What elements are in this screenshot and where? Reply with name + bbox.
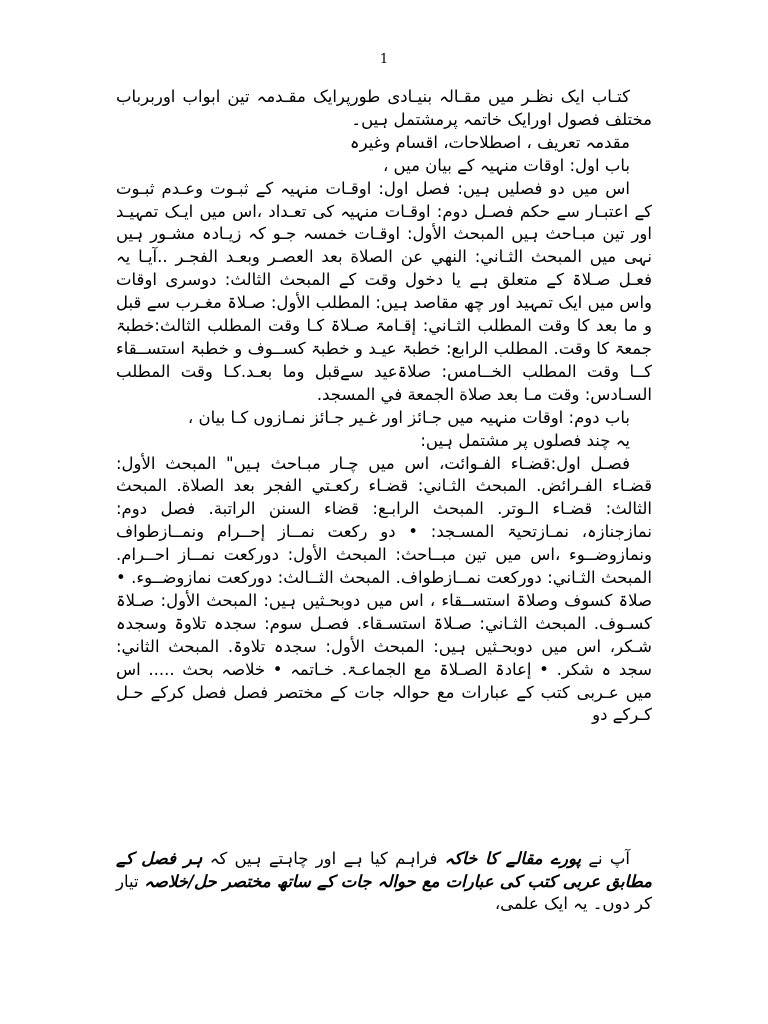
closing-paragraph [116, 848, 652, 916]
introduction-line: مقدمہ تعریف ، اصطلاحات، اقسام وغیرہ [349, 132, 630, 152]
chapter-two-heading: باب دوم: اوقات منہیہ میں جـائز اور غـیر جـائز نمـازوں کـا بیان ، [187, 407, 630, 427]
closing-emphasis-1: پورے مقالے کا خاکہ [444, 849, 582, 868]
page-number: 1 [379, 52, 389, 67]
closing-text-2: فراہم کیا ہے اور چاہتے ہیں کہ [202, 849, 445, 868]
closing-text-1: آپ نے [581, 849, 630, 868]
intro-paragraph: كتـاب ایک نظـر میں مقـالہ بنیـادی طورپرایک مقـدمہ تین ابواب اوربرباب مختلف فصول اورایک خاتمہ پرمشتمل ہیں۔ [116, 87, 652, 129]
chapter-two-content: فصـل اول:قضـاء الفـوائت، اس میں چـار مبـاحث ہیں" المبحث الأول: قضـاء الفـرائض. المبحث الثـاني: قضـاء ركعـتي الفجر بعد الصلاة. المبحث الثالث: قضـاء الـوتر. المبحث الرابـع: قضاء السنن الراتبة. فصل دوم: نمازجنازہ، نمـازتحیۃ المسـجد: • دو ركعت نمــاز إحــرام ونمــازطواف ونمازوضــوء ،اس میں تین مبــاحث: المبحث الأول: دورکعت نمــاز احــرام. المبحث الثـاني: دورکعت نمــازطواف. المبحث الثــالث: دورکعت نمازوضــوء. • صلاۃ کسوف وصلاۃ استســقاء ، اس میں دوبحـثیں ہیں: المبحث الأول: صـلاۃ کسـوف. المبحث الثـاني: صـلاۃ استسـقاء. فصـل سوم: سجدہ تلاوۃ وسجدہ شـکر، اس میں دوبحـثیں ہیں: المبحث الأول: سجدہ تلاوۃ. المبحث الثاني: سجد ہ شکر. • إعادۃ الصـلاۃ مع الجماعـۃ. خـاتمہ • خلاصہ بحث ..... اس میں عـربی کتب کے عبارات مع حوالہ جات کے مختصر فصل فصل کرکے حـل کـرکے دو [116, 453, 652, 725]
chapter-one-heading: باب اول: اوقات منہیہ کے بیان میں ، [382, 155, 630, 175]
chapter-two-subtitle: یہ چند فصلوں پر مشتمل ہیں: [420, 430, 630, 450]
chapter-one-content: اس میں دو فصلیں ہیں: فصل اول: اوقـات منہیہ کے ثبـوت وعـدم ثبـوت کے اعتبـار سے حکم فصـل دوم: اوقـات منہیہ کی تعـداد ،اس میں ایـک تمہیـد اور تین مبـاحث ہیں المبحث الأول: اوقـات خمسہ جـو کہ زیـادہ مشـور ہیں نہی میں المبحث الثـاني: النهي عن الصلاة بعد العصـر وبعـد الفجـر ..آیـا یہ فعـل صـلاۃ کے متعلق ہے یا دخول وقت کے المبحث الثالث: دوسری اوقات واس میں ایک تمہید اور چھ مقاصد ہیں: المطلب الأول: صـلاۃ مغـرب سے قبل و ما بعد کا وقت المطلب الثـاني: إقـامۃ صـلاۃ کـا وقت المطلب الثالث:خطبۃ جمعۃ کا وقت. المطلب الرابع: خطبۃ عیـد و خطبۃ کســوف و خطبۃ استســقاء کــا وقت المطلب الخــامس: صلاۃعید سےقبل وما بعـد.کـا وقت المطلب السـادس: وقت مـا بعد صلاة الجمعة في المسجد. [116, 178, 652, 404]
closing-emphasis-2: ہر فصل کے مطابق عربی کتب کی عبارات مع حوالہ جات کے ساتھ مختصر حل/خلاصہ [116, 849, 653, 891]
closing-text-3: تیار کر دوں۔ یہ ایک علمی، [116, 871, 652, 913]
document-body [116, 86, 652, 727]
closing-section [116, 848, 652, 916]
